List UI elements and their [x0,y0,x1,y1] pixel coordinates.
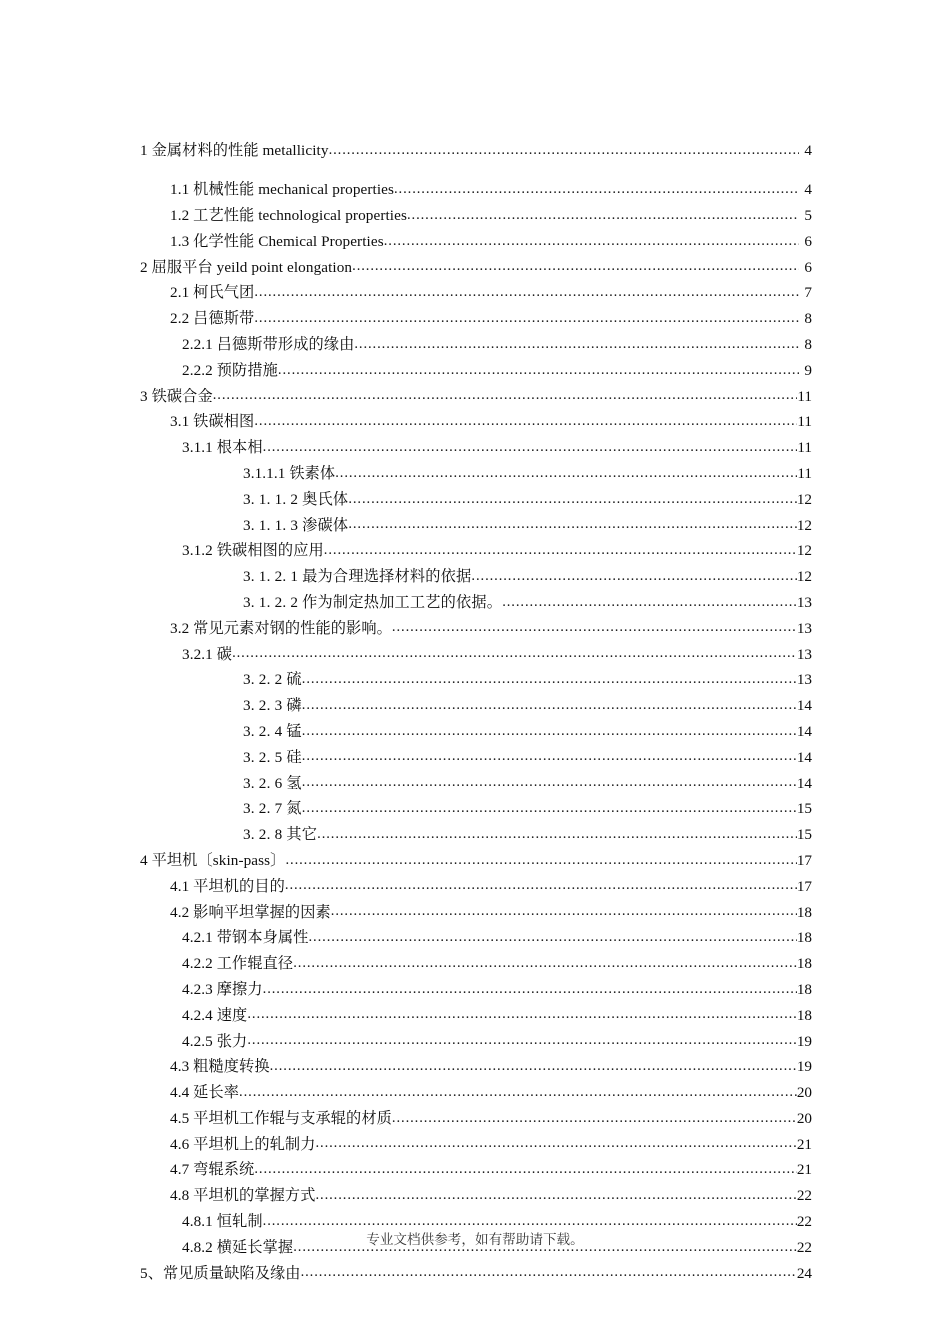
toc-leader-dots [254,285,799,300]
toc-entry-label: 4.1 平坦机的目的 [170,877,285,895]
toc-entry-label: 5、常见质量缺陷及缘由 [140,1264,301,1282]
toc-leader-dots [302,698,797,713]
toc-entry-label: 4.5 平坦机工作辊与支承辊的材质 [170,1109,392,1127]
toc-entry[interactable] [140,956,812,971]
toc-entry[interactable] [140,621,812,636]
toc-entry[interactable] [140,1008,812,1023]
toc-leader-dots [352,260,799,275]
toc-leader-dots [502,595,797,610]
toc-entry-label: 4.2.2 工作辊直径 [182,955,294,973]
toc-leader-dots [392,621,797,636]
toc-entry-label: 2.2.1 吕德斯带形成的缘由 [182,335,355,353]
toc-entry-label: 4.8.1 恒轧制 [182,1213,263,1231]
toc-entry-label: 3. 1. 1. 3 渗碳体 [243,516,349,534]
toc-leader-dots [254,414,797,429]
toc-entry-label: 3.1 铁碳相图 [170,413,255,431]
toc-entry-page-number: 18 [796,955,812,973]
toc-entry[interactable] [140,182,812,197]
toc-entry[interactable] [140,1085,812,1100]
toc-entry-page-number: 11 [797,387,812,405]
toc-entry[interactable] [140,1188,812,1203]
toc-entry-label: 4.2 影响平坦掌握的因素 [170,903,331,921]
toc-entry-label: 2 屈服平台 yeild point elongation [140,258,353,276]
toc-leader-dots [285,853,796,868]
toc-entry[interactable] [140,1059,812,1074]
toc-entry[interactable] [140,930,812,945]
toc-entry[interactable] [140,466,812,481]
toc-entry[interactable] [140,879,812,894]
toc-leader-dots [315,1137,796,1152]
toc-entry-label: 4 平坦机〔skin-pass〕 [140,851,286,869]
footer-note: 专业文档供参考，如有帮助请下载。 [366,1232,584,1247]
toc-entry-label: 3. 2. 8 其它 [243,826,318,844]
toc-entry-page-number: 18 [796,903,812,921]
toc-entry-page-number: 17 [796,877,812,895]
toc-entry-label: 4.3 粗糙度转换 [170,1058,270,1076]
toc-entry-label: 4.8.2 横延长掌握 [182,1238,294,1256]
toc-entry-page-number: 13 [796,619,812,637]
toc-entry-label: 4.2.3 摩擦力 [182,980,263,998]
toc-entry[interactable] [140,492,812,507]
toc-entry-page-number: 17 [796,851,812,869]
toc-entry-page-number: 4 [804,181,812,199]
toc-entry-page-number: 14 [796,748,812,766]
toc-entry-label: 3.1.1.1 铁素体 [243,464,336,482]
toc-entry-label: 3. 2. 7 氮 [243,800,302,818]
toc-entry-page-number: 19 [796,1032,812,1050]
toc-entry-page-number: 13 [796,593,812,611]
toc-entry-label: 4.2.4 速度 [182,1006,248,1024]
toc-leader-dots [302,776,797,791]
toc-leader-dots [392,1111,797,1126]
toc-entry-label: 2.2 吕德斯带 [170,310,255,328]
toc-entry-label: 4.4 延长率 [170,1084,240,1102]
toc-entry[interactable] [140,853,812,868]
toc-entry-label: 3 铁碳合金 [140,387,213,405]
toc-entry-page-number: 14 [796,774,812,792]
toc-entry-label: 3. 2. 6 氢 [243,774,302,792]
toc-leader-dots [309,930,797,945]
toc-leader-dots [239,1085,797,1100]
toc-leader-dots [407,208,799,223]
table-of-contents [140,143,812,1281]
toc-entry[interactable] [140,1214,812,1229]
toc-leader-dots [348,518,796,533]
toc-entry-page-number: 6 [804,232,812,250]
toc-entry[interactable] [140,905,812,920]
toc-entry-label: 3.2 常见元素对钢的性能的影响。 [170,619,392,637]
toc-entry-page-number: 12 [796,568,812,586]
toc-leader-dots [263,1214,797,1229]
toc-entry[interactable] [140,208,812,223]
toc-entry-page-number: 13 [796,645,812,663]
toc-entry[interactable] [140,143,812,158]
toc-leader-dots [254,311,799,326]
toc-entry[interactable] [140,776,812,791]
toc-entry-label: 4.2.5 张力 [182,1032,248,1050]
toc-entry-page-number: 5 [804,207,812,224]
toc-entry[interactable] [140,1034,812,1049]
toc-entry-label: 4.2.1 带钢本身属性 [182,929,309,947]
toc-entry-page-number: 11 [797,413,812,431]
toc-entry[interactable] [140,672,812,687]
toc-leader-dots [278,363,799,378]
toc-entry-label: 3. 2. 2 硫 [243,671,302,689]
toc-entry-page-number: 7 [804,284,812,302]
toc-entry[interactable] [140,724,812,739]
toc-entry[interactable] [140,440,812,455]
toc-entry-page-number: 8 [804,310,812,328]
toc-entry-page-number: 22 [796,1238,812,1256]
toc-entry[interactable] [140,1111,812,1126]
toc-entry-label: 4.6 平坦机上的轧制力 [170,1135,316,1153]
toc-entry-page-number: 18 [796,980,812,998]
toc-entry-page-number: 8 [804,335,812,353]
toc-entry[interactable] [140,801,812,816]
toc-entry[interactable] [140,569,812,584]
toc-entry[interactable] [140,827,812,842]
toc-entry[interactable] [140,260,812,275]
toc-entry-label: 3. 2. 5 硅 [243,748,302,766]
toc-entry-page-number: 12 [796,490,812,508]
toc-entry[interactable] [140,337,812,352]
toc-leader-dots [263,982,797,997]
toc-entry-label: 1.2 工艺性能 technological properties [170,207,407,224]
toc-leader-dots [247,1034,796,1049]
toc-entry-label: 2.1 柯氏气团 [170,284,255,302]
toc-entry[interactable] [140,698,812,713]
toc-entry-page-number: 15 [796,826,812,844]
toc-entry-label: 1.3 化学性能 Chemical Properties [170,232,384,250]
toc-entry[interactable] [140,1162,812,1177]
toc-entry[interactable] [140,414,812,429]
toc-entry-page-number: 19 [796,1058,812,1076]
toc-leader-dots [471,569,796,584]
toc-entry-page-number: 20 [796,1109,812,1127]
toc-entry-page-number: 11 [797,439,812,457]
toc-leader-dots [335,466,797,481]
toc-leader-dots [329,143,799,158]
toc-entry-page-number: 21 [796,1135,812,1153]
toc-leader-dots [270,1059,797,1074]
toc-leader-dots [317,827,797,842]
toc-entry-page-number: 9 [804,361,812,379]
toc-entry-page-number: 4 [804,142,812,159]
toc-leader-dots [302,672,797,687]
toc-entry-page-number: 20 [796,1084,812,1102]
toc-entry-label: 3. 1. 2. 1 最为合理选择材料的依据 [243,568,472,586]
toc-entry-page-number: 13 [796,671,812,689]
toc-entry-label: 4.8 平坦机的掌握方式 [170,1187,316,1205]
toc-entry[interactable] [140,1266,812,1281]
toc-leader-dots [302,801,797,816]
toc-entry[interactable] [140,389,812,404]
toc-leader-dots [247,1008,796,1023]
toc-entry-page-number: 14 [796,722,812,740]
toc-leader-dots [302,750,797,765]
toc-leader-dots [263,440,798,455]
toc-entry-page-number: 6 [804,258,812,276]
toc-entry-page-number: 18 [796,1006,812,1024]
toc-entry-label: 2.2.2 预防措施 [182,361,278,379]
toc-entry-page-number: 14 [796,697,812,715]
toc-entry-label: 1 金属材料的性能 metallicity [140,142,329,159]
toc-leader-dots [254,1163,796,1178]
toc-leader-dots [232,647,797,662]
toc-entry[interactable] [140,982,812,997]
toc-entry-page-number: 11 [797,464,812,482]
toc-leader-dots [354,337,799,352]
toc-entry[interactable] [140,647,812,662]
toc-entry-label: 3. 1. 1. 2 奥氏体 [243,490,349,508]
toc-leader-dots [384,234,799,249]
toc-entry[interactable] [140,543,812,558]
toc-entry[interactable] [140,363,812,378]
toc-entry-label: 3.2.1 碳 [182,645,233,663]
toc-entry-page-number: 24 [796,1264,812,1282]
toc-entry-label: 3. 2. 3 磷 [243,697,302,715]
toc-leader-dots [301,1266,797,1281]
toc-entry[interactable] [140,750,812,765]
toc-leader-dots [293,956,797,971]
toc-leader-dots [302,724,797,739]
toc-entry-page-number: 12 [796,542,812,560]
toc-entry-page-number: 15 [796,800,812,818]
toc-entry-label: 1.1 机械性能 mechanical properties [170,181,394,199]
toc-leader-dots [315,1188,796,1203]
toc-entry[interactable] [140,285,812,300]
toc-leader-dots [348,492,796,507]
toc-entry-label: 3.1.1 根本相 [182,439,263,457]
toc-entry-label: 3. 2. 4 锰 [243,722,302,740]
toc-entry-label: 3. 1. 2. 2 作为制定热加工工艺的依据。 [243,593,503,611]
toc-entry[interactable] [140,595,812,610]
toc-entry[interactable] [140,1137,812,1152]
toc-leader-dots [331,905,797,920]
toc-leader-dots [213,389,798,404]
toc-entry-label: 4.7 弯辊系统 [170,1161,255,1179]
toc-leader-dots [394,182,799,197]
toc-entry[interactable] [140,234,812,249]
toc-entry[interactable] [140,518,812,533]
toc-entry[interactable] [140,311,812,326]
toc-entry-label: 3.1.2 铁碳相图的应用 [182,542,324,560]
toc-leader-dots [285,879,797,894]
toc-entry-page-number: 18 [796,929,812,947]
toc-entry-page-number: 22 [796,1213,812,1231]
toc-entry-page-number: 22 [796,1187,812,1205]
toc-leader-dots [324,543,797,558]
toc-entry-page-number: 21 [796,1161,812,1179]
toc-entry-page-number: 12 [796,516,812,534]
